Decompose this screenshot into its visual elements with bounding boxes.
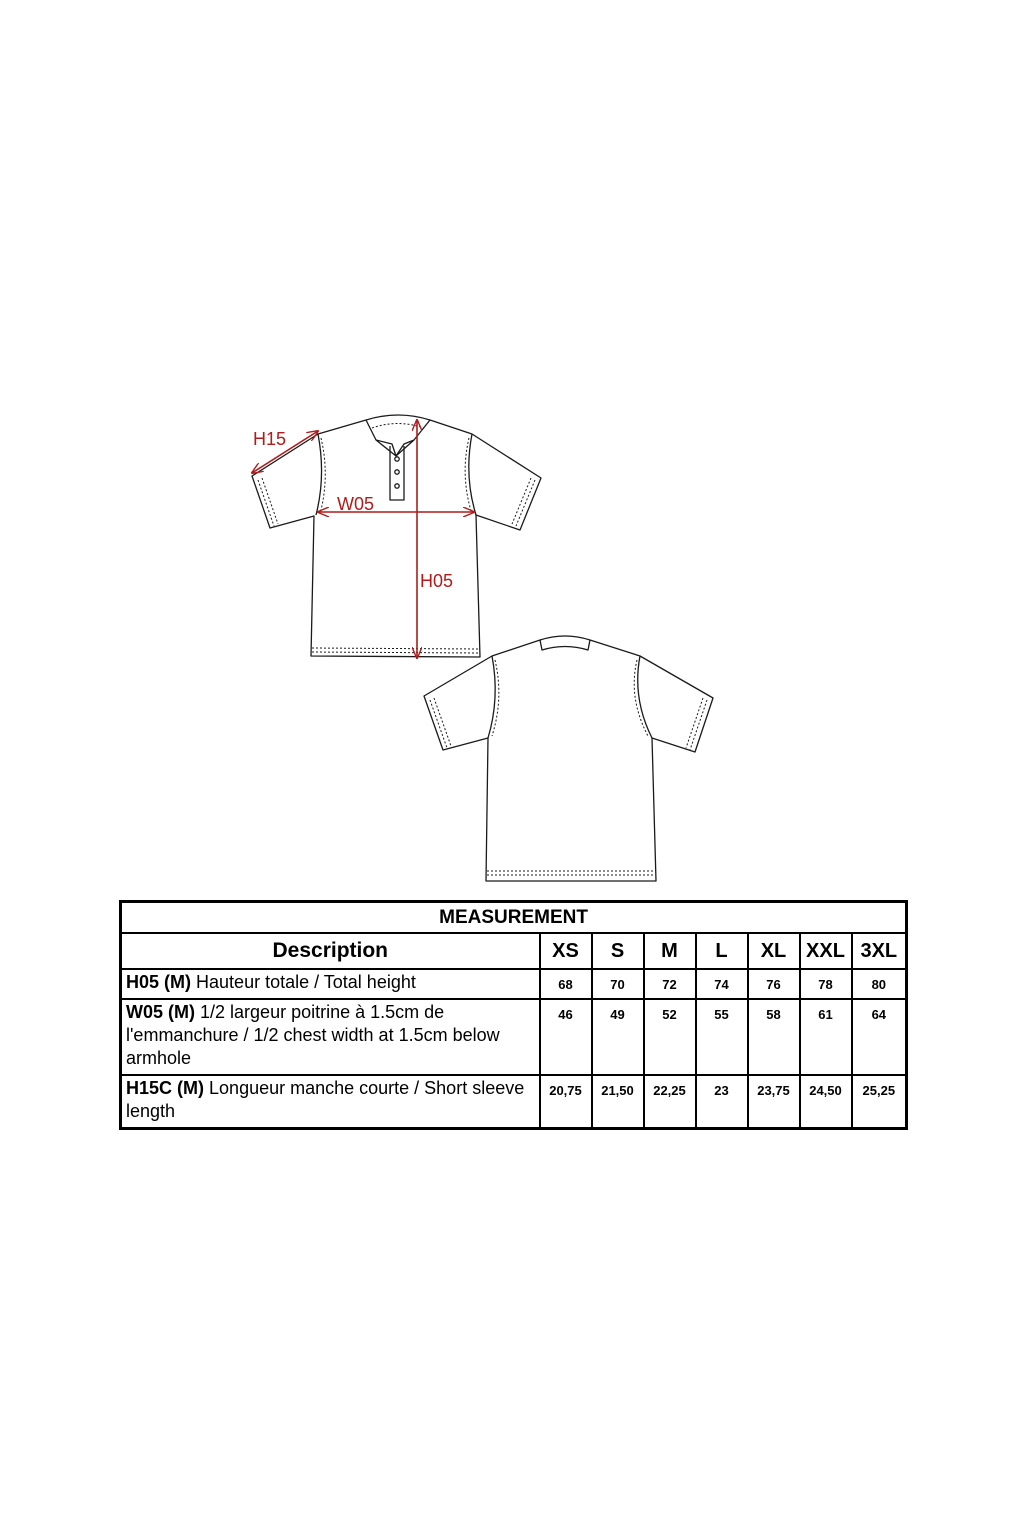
table-cell: 46 <box>540 999 592 1075</box>
size-header-m: M <box>644 933 696 969</box>
size-header-3xl: 3XL <box>852 933 907 969</box>
table-cell: 64 <box>852 999 907 1075</box>
table-cell: 78 <box>800 969 852 999</box>
table-cell: 76 <box>748 969 800 999</box>
button-icon <box>395 457 399 461</box>
back-armhole-seam-right <box>638 656 652 738</box>
table-cell: 55 <box>696 999 748 1075</box>
table-cell: 70 <box>592 969 644 999</box>
button-icon <box>395 470 399 474</box>
table-row <box>121 999 907 1075</box>
row-description <box>121 969 540 999</box>
row-text: Hauteur totale / Total height <box>196 972 416 992</box>
table-cell: 22,25 <box>644 1075 696 1129</box>
table-cell: 72 <box>644 969 696 999</box>
size-header-l: L <box>696 933 748 969</box>
back-view-shirt <box>424 636 713 881</box>
row-code: H15C (M) <box>126 1078 205 1098</box>
height-dimension-label: H05 <box>420 571 454 591</box>
row-code: W05 (M) <box>126 1002 195 1022</box>
table-cell: 52 <box>644 999 696 1075</box>
table-header-row <box>121 933 907 969</box>
table-cell: 61 <box>800 999 852 1075</box>
row-code: H05 (M) <box>126 972 192 992</box>
front-armhole-seam-left <box>316 434 322 515</box>
table-cell: 21,50 <box>592 1075 644 1129</box>
table-cell: 74 <box>696 969 748 999</box>
description-header: Description <box>121 933 540 969</box>
size-header-s: S <box>592 933 644 969</box>
dimension-lines <box>252 420 474 658</box>
sleeve-dimension-label: H15 <box>253 429 287 449</box>
row-description <box>121 999 540 1075</box>
table-cell: 23,75 <box>748 1075 800 1129</box>
chest-dimension-label: W05 <box>337 494 375 514</box>
measurement-table <box>119 900 908 1130</box>
size-header-xl: XL <box>748 933 800 969</box>
row-text: Longueur manche courte / Short sleeve length <box>126 1078 525 1121</box>
table-cell: 58 <box>748 999 800 1075</box>
table-cell: 20,75 <box>540 1075 592 1129</box>
table-title-row <box>121 902 907 934</box>
table-cell: 25,25 <box>852 1075 907 1129</box>
front-collar <box>366 415 430 456</box>
table-row <box>121 969 907 999</box>
size-header-xs: XS <box>540 933 592 969</box>
table-title: MEASUREMENT <box>121 902 907 934</box>
back-collar <box>540 636 590 650</box>
front-armhole-seam-right <box>469 434 476 515</box>
size-header-xxl: XXL <box>800 933 852 969</box>
button-icon <box>395 484 399 488</box>
table-row <box>121 1075 907 1129</box>
table-cell: 80 <box>852 969 907 999</box>
back-body-outline <box>424 640 713 881</box>
back-armhole-seam-left <box>488 656 495 738</box>
table-cell: 23 <box>696 1075 748 1129</box>
table-cell: 68 <box>540 969 592 999</box>
table-cell: 49 <box>592 999 644 1075</box>
front-view-shirt <box>252 415 541 657</box>
row-description <box>121 1075 540 1129</box>
row-text: 1/2 largeur poitrine à 1.5cm de l'emmanchure / 1/2 chest width at 1.5cm below armhole <box>126 1002 500 1068</box>
table-cell: 24,50 <box>800 1075 852 1129</box>
